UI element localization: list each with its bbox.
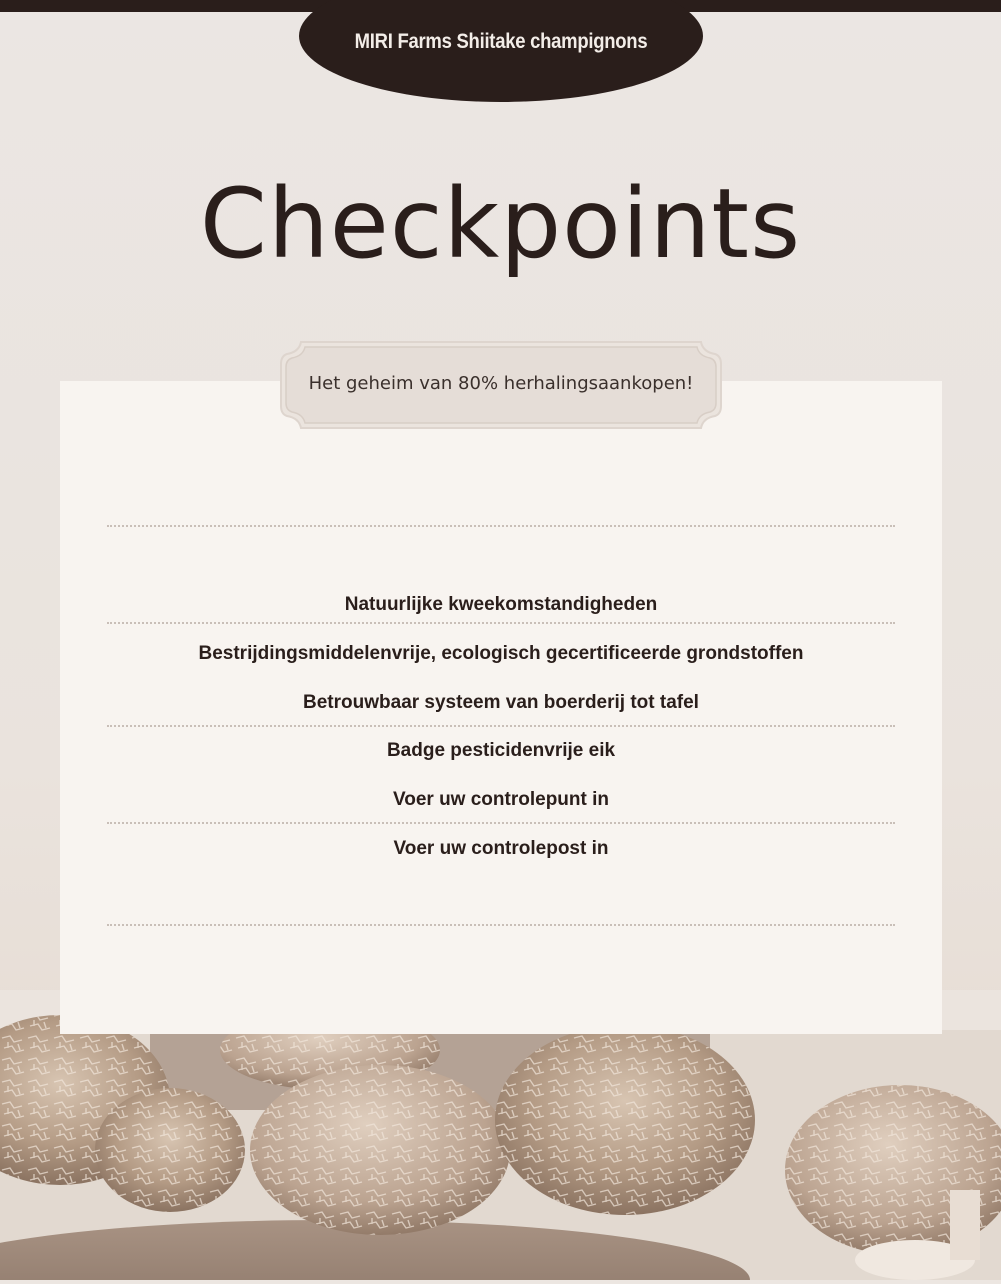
checkpoint-item: Betrouwbaar systeem van boerderij tot tafel	[303, 692, 699, 713]
divider	[107, 525, 895, 527]
checkpoint-item: Natuurlijke kweekomstandigheden	[344, 594, 658, 615]
brand-name: MIRI Farms Shiitake champignons	[354, 30, 648, 53]
divider	[107, 924, 895, 926]
page-title: Checkpoints	[199, 168, 802, 280]
divider	[107, 822, 895, 824]
checkpoint-item: Voer uw controlepost in	[393, 838, 609, 859]
subtitle: Het geheim van 80% herhalingsaankopen!	[308, 373, 694, 394]
divider	[107, 622, 895, 624]
checkpoint-item: Bestrijdingsmiddelenvrije, ecologisch gecertificeerde grondstoffen	[198, 643, 804, 664]
checkpoint-item: Voer uw controlepunt in	[392, 789, 610, 810]
subtitle-plaque	[279, 340, 723, 430]
divider	[107, 725, 895, 727]
checkpoint-item: Badge pesticidenvrije eik	[386, 740, 616, 761]
